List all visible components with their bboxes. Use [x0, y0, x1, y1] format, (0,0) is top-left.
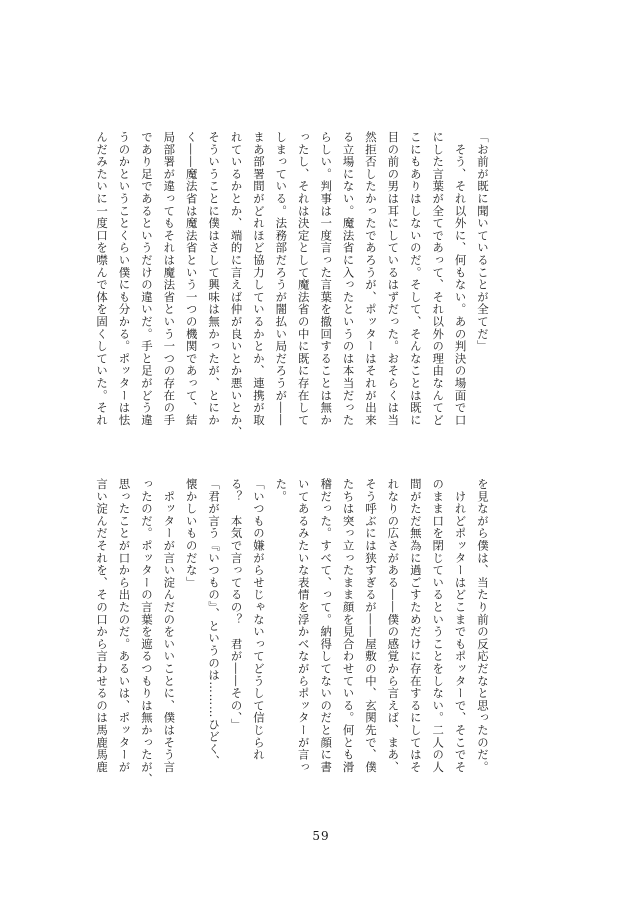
- text-line: 然拒否したかったであろうが、ポッターはそれが出来: [363, 131, 378, 427]
- text-line: る？ 本気で言ってるの？ 君が――その、」: [229, 478, 244, 731]
- text-line: ったし、それは決定として魔法省の中に既に存在して: [296, 131, 311, 427]
- text-line: たちは突っ立ったまま顔を見合わせている。何とも滑: [341, 478, 356, 774]
- text-line: 稽だった。すべて、って。納得してないのだと顔に書: [319, 478, 334, 774]
- text-line: まあ部署間がどれほど協力しているかとか、連携が取: [251, 131, 266, 427]
- text-line: る立場にない。魔法省に入ったというのは本当だった: [341, 131, 356, 427]
- text-line: 「いつもの嫌がらせじゃないってどうして信じられ: [251, 478, 266, 761]
- text-line: そう呼ぶには狭すぎるが――屋敷の中、玄関先で、僕: [363, 478, 378, 774]
- text-line: た。: [274, 478, 289, 503]
- text-line: らしい。判事は一度言った言葉を撤回することは無か: [319, 131, 334, 427]
- text-line: 思ったことが口から出たのだ。あるいは、ポッターが: [117, 478, 132, 774]
- text-line: ポッターが言い淀んだのをいいことに、僕はそう言: [162, 478, 177, 774]
- page-number: 59: [312, 829, 330, 843]
- text-line: 間がただ無為に過ごすためだけに存在するにしてはそ: [408, 478, 423, 774]
- text-line: けれどポッターはどこまでもポッターで、そこでそ: [453, 478, 468, 774]
- text-line: んだみたいに一度口を噤んで体を固くしていた。それ: [95, 131, 110, 427]
- text-line: れているかとか、端的に言えば仲が良いとか悪いとか、: [229, 131, 244, 439]
- text-line: 言い淀んだそれを、その口から言わせるのは馬鹿馬鹿: [95, 478, 110, 774]
- text-line: く――魔法省は魔法省という一つの機関であって、結: [184, 131, 199, 427]
- text-line: れなりの広さがある――僕の感覚から言えば、まあ、: [386, 478, 401, 774]
- text-line: にした言葉が全てであって、それ以外の理由なんてど: [431, 131, 446, 427]
- text-line: しまっている。法務部だろうが闇払い局だろうが――: [274, 131, 289, 427]
- text-line: のまま口を閉じているということをしない。二人の人: [431, 478, 446, 774]
- lower-text-block: [91, 478, 494, 786]
- upper-text-block: [91, 131, 494, 439]
- text-line: 目の前の男は耳にしているはずだった。おそらくは当: [386, 131, 401, 427]
- text-line: ったのだ。ポッターの言葉を遮るつもりは無かったが、: [139, 478, 154, 786]
- text-line: を見ながら僕は、当たり前の反応だなと思ったのだ。: [476, 478, 490, 774]
- text-line: こにもありはしないのだ。そして、そんなことは既に: [408, 131, 423, 427]
- text-line: そういうことに僕はさして興味は無かったが、とにか: [207, 131, 222, 427]
- text-line: 懐かしいものだな」: [184, 478, 199, 589]
- text-line: 「お前が既に聞いていることが全てだ」: [476, 131, 490, 353]
- text-line: 「君が言う『いつもの』、というのは………ひどく、: [207, 478, 222, 768]
- text-line: 局部署が違ってもそれは魔法省という一つの存在の手: [162, 131, 177, 427]
- text-line: うのかということくらい僕にも分かる。ポッターは怯: [117, 131, 132, 427]
- text-line: であり足であるというだけの違いだ。手と足がどう違: [139, 131, 154, 427]
- text-line: いてあるみたいな表情を浮かべながらポッターが言っ: [296, 478, 311, 774]
- text-line: そう、それ以外に、何もない。あの判決の場面で口: [453, 131, 468, 427]
